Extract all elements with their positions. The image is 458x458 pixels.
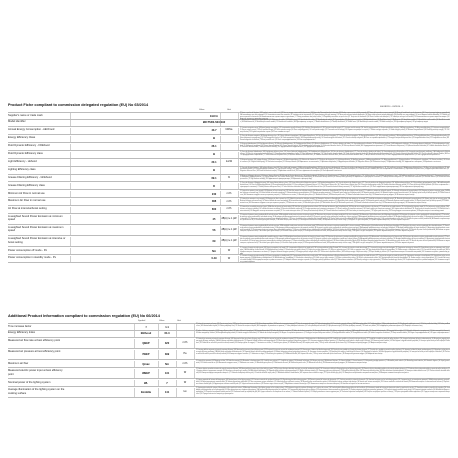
row-label: Nominal power of the lighting system <box>8 380 51 384</box>
cell-divider <box>238 248 239 254</box>
row-translations: IT Fattore di incremento nel tempo | EN Time increase factor | FR Facteur d'accroissement temporel | DE Zeitverlängerungsfaktor | ES Factor de incremento temporal | PT Fator de aumento do tempo | NL Tijdsverlengingsfactor | EL Συντελεστής χρονικής αύξησης | DA Tidsforøgelsesfaktor | SV Tidsökningsfaktor | FI Ajan pidentymiskerroin | PL Współczynnik wydłużenia czasu | CS Faktor prodloužení doby | SK Faktor predĺženia času | HU Időnövekedési tényező | SL Faktor podaljšanja časa | RO Factorul de creștere a timpului | BG Коефициент на увеличение на времето | LT Laiko padidėjimo koeficientas | LV Laika palielinājuma koeficients | ET Aja pikenemise tegur | HR Faktor produljenja vremena | TR Zaman artış faktörü | RU Коэффициент увеличения времени | UK Коефіцієнт збільшення часу <box>196 324 450 328</box>
cell-divider <box>70 215 71 225</box>
row-value: 43.7 <box>211 129 217 133</box>
cell-divider <box>70 199 71 205</box>
row-value: B01TSD0-S03-S92 <box>202 121 226 125</box>
row-label: Annual Energy Consumption - AEChood <box>8 128 55 132</box>
cell-divider <box>238 226 239 236</box>
row-translations: IT Potenza elettrica assorbita misurata nel punto di massima efficienza | EN Measured electric power input at best efficiency point | FR Puissance électrique absorbée mesurée au point de rendement maximal | DE Gemessene elektrische Eingangsleistung im Bestleistungspunkt | ES Potencia eléctrica absorbida medida en el punto de máxima eficiencia | PT Potência elétrica absorvida medida no ponto de melhor eficiência | NL Gemeten elektrisch opgenomen vermogen | EL Μετρούμενη ηλεκτρική ισχύς εισόδου | DA Målt elektrisk effektoptag | SV Uppmätt eleffekt vid bästa verkningsgradspunkt | FI Mitattu sähköinen ottoteho | PL Zmierzony pobór mocy elektrycznej | CS Naměřený elektrický příkon | SK Nameraný elektrický príkon | HU Mért elektromos teljesítményfelvétel | SL Izmerjena vhodna električna moč | RO Puterea electrică absorbită măsurată | BG Измерена входяща електрическа мощност | LT Išmatuota naudojamoji elektros galia | LV Izmērītā elektriskā ieejas jauda | ET Mõõdetud elektriline sisendvõimsus | HR Izmjerena ulazna električna snaga | TR Ölçülen elektrik giriş gücü | RU Измеренная потребляемая электрическая мощность | UK Виміряна споживана електрична потужність <box>196 369 450 374</box>
row-translations: IT Emissioni di potenza sonora ponderata A alla velocità minima | EN A-weighted sound power emissions at minimum speed | FR Émissions de puissance acoustique pondérée A à la vitesse minimale | DE A-bewertete Luftschallemissionen bei Mindestgeschwindigkeit | ES Emisiones de potencia acústica ponderada A a velocidad mínima | PT Emissões de potência sonora ponderada A à velocidade mínima | NL A-gewogen geluidsvermogensemissies bij minimale snelheid | EL Εκπομπές ηχητικής ισχύος σταθμισμένες κατά Α στην ελάχιστη ταχύτητα | DA A-vægtede lydeffektemissioner ved minimal hastighed | SV A-vägda ljudeffektutsläpp vid minsta hastighet | FI A-painotetut äänitehopäästöt pienimmällä nopeudella | PL Emisja mocy akustycznej ważonej A przy minimalnej prędkości | CS Emise akustického výkonu váženého A při minimální rychlosti | SK Emisie hladiny akustického výkonu A | HU A-súlyozott hangteljesítmény-kibocsátás | SL A-vrednotena emisija zvočne moči | RO Emisiile de putere acustică ponderată A | BG Емисии на звукова мощност, претеглени по А | LT A svertinės garso galios emisijos | LV A svērtās skaņas jaudas emisijas | ET A-korrigeeritud helivõimsuse heide | HR A-ponderirane emisije zvučne snage | TR A ağırlıklı ses gücü emisyonları | RU Уровень звуковой мощности | UK Рівень звукової потужності <box>240 215 450 222</box>
symbol-column-header: Symbol <box>138 320 146 322</box>
row-label: A-weighted Sound Power Emission at minimum speed <box>8 215 63 222</box>
cell-divider <box>194 331 195 337</box>
cell-divider <box>238 144 239 150</box>
fiche-row <box>8 215 450 226</box>
row-unit: m³/h <box>182 341 188 345</box>
cell-divider <box>238 215 239 225</box>
row-translations: IT Portata d'aria minima in uso normale | EN Minimum air flow in normal use | FR Débit d'air minimal en utilisation normale | DE Minimaler Luftstrom im Normalbetrieb | ES Flujo de aire mínimo en uso normal | PT Caudal de ar mínimo em utilização normal | NL Minimale luchtstroom bij normaal gebruik | EL Ελάχιστη ροή αέρα σε κανονική χρήση | DA Minimal luftstrøm ved normal brug | SV Minsta luftflöde vid normal användning | FI Vähimmäisilmavirta normaalikäytössä | PL Minimalny przepływ powietrza | CS Minimální průtok vzduchu při běžném použití | SK Minimálny prietok vzduchu | HU Minimális légáram normál használat esetén | SL Najmanjši pretok zraka pri običajni uporabi | RO Debitul minim de aer | BG Минимален въздушен поток при нормална употреба | LT Mažiausias oro srautas | LV Minimālā gaisa plūsma | ET Minimaalne õhuvool | HR Minimalni protok zraka | TR Normal kullanımda minimum hava akışı | RU Минимальный расход воздуха | UK Мінімальна витрата повітря <box>240 191 450 196</box>
fiche-title: Product Fiche compliant to commission delegated regulation (EU) No 65/2014 <box>8 103 149 107</box>
row-label: Energy Efficiency Index <box>8 331 36 335</box>
row-value: 131 <box>164 372 170 376</box>
row-symbol: EEIhood <box>140 332 152 336</box>
row-translations: IT Classe di efficienza fluidodinamica | EN Fluid dynamic efficiency class | FR Classe d'efficacité fluidodynamique | DE Fluiddynamische Effizienzklasse | ES Clase de eficiencia fluidodinámica | PT Classe de eficiência dinâmica de fluidos | NL Vloeistofdynamische efficiëntieklasse | EL Κατηγορία ρευστοδυναμικής απόδοσης | DA Fluiddynamisk effektivitetsklasse | SV Klass för strömningsdynamisk effektivitet | FI Virtausdynaamisen hyötysuhteen luokka | PL Klasa efektywności przepływu | CS Třída účinnosti dynamiky tekutin | SK Trieda účinnosti dynamiky tekutín | HU Áramlásdinamikai hatékonysági osztály | SL Razred učinkovitosti dinamike tekočin | RO Clasa de eficiență a dinamicii fluidelor | BG Клас на флуидодинамична ефективност | LT Srauto dinaminio efektyvumo klasė | LV Šķidruma dinamikas efektivitātes klase | ET Vedeliku dünaamilise tõhususe klass | HR Razred učinkovitosti dinamike fluida | TR Akışkan dinamik verimlilik sınıfı | RU Класс гидродинамической эффективности | UK Клас гідродинамічної ефективності <box>240 151 451 157</box>
cell-divider <box>194 339 195 349</box>
row-unit: W <box>227 248 231 252</box>
value-column-header: Value <box>199 109 205 111</box>
row-translations: IT Efficienza luminosa | EN Lighting efficiency | FR Efficacité lumineuse | DE Beleuchtungseffizienz | ES Eficiencia de iluminación | PT Eficiência de iluminação | NL Verlichtingsefficiëntie | EL Απόδοση φωτισμού | DA Belysningseffektivitet | SV Belysningseffektivitet | FI Valaistustehokkuus | PL Efektywność oświetlenia | CS Účinnost osvětlení | SK Účinnosť osvetlenia | HU Világítási hatékonyság | SL Učinkovitost razsvetljave | RO Eficiența iluminării | BG Ефективност на осветлението | LT Apšvietimo efektyvumas | LV Apgaismojuma efektivitāte | ET Valgustuse tõhusus | HR Učinkovitost rasvjete | TR Aydınlatma verimliliği | RU Эффективность освещения | UK Ефективність освітлення <box>240 159 450 163</box>
row-value: 388 <box>211 200 217 204</box>
fiche-row <box>8 256 450 263</box>
cell-divider <box>70 207 71 213</box>
row-translations: IT Consumo di energia in modo stand-by | EN Power consumption in standby mode | FR Consommation d'électricité en mode veille | DE Leistungsaufnahme im Bereitschaftszustand | ES Consumo de energía en modo de espera | PT Consumo de energia em modo de espera | NL Opgenomen vermogen in stand-bystand | EL Κατανάλωση ισχύος σε κατάσταση αναμονής | DA Effektforbrug i standbytilstand | SV Effektförbrukning i standbyläge | FI Tehonkulutus valmiustilassa | PL Pobór mocy w trybie czuwania | CS Příkon v pohotovostním režimu | SK Príkon v pohotovostnom režime | HU Teljesítményfelvétel készenléti üzemmódban | SL Poraba energije v stanju pripravljenosti | RO Consumul de energie în modul standby | BG Консумирана мощност в режим на готовност | LT Budėjimo veiksenos energijos sąnaudos | LV Enerģijas patēriņš gaidstāves režīmā | ET Võimsustarve ooterežiimis | HR Potrošnja energije u stanju pripravnosti | TR Bekleme modunda güç tüketimi | RU Потребляемая мощность в режиме ожидания | UK Споживана потужність у режимі очікування <box>240 256 450 263</box>
row-label: Minimum Air Flow in normal use <box>8 191 45 195</box>
fiche-row <box>8 152 450 159</box>
row-unit: % <box>227 175 231 179</box>
cell-divider <box>70 167 71 173</box>
row-label: Grease Filtering Efficiency class <box>8 183 45 187</box>
row-unit: lux <box>183 390 187 394</box>
row-label: Power consumption in standby mode - Ps <box>8 256 56 260</box>
row-label: Average illumination of the lighting system on the cooking surface <box>8 388 65 395</box>
row-label: Fluid Dynamic Efficiency - FDEhood <box>8 144 50 148</box>
fiche-row <box>8 120 450 127</box>
row-value: ELICA <box>210 114 218 118</box>
row-translations: IT Nome o marchio del fornitore | EN Supplier's name or trade mark | FR Nom ou marque commerciale du fournisseur | DE Name oder Warenzeichen des Lieferanten | ES Nombre o marca comercial del proveedor | PT Nome do fornecedor ou marca comercial | NL Naam of handelsmerk van de leverancier | EL Όνομα ή εμπορικό σήμα του προμηθευτή | DA Leverandørens navn eller varemærke | SV Leverantörens namn eller varumärke | FI Toimittajan nimi tai tavaramerkki | PL Nazwa dostawcy lub znak towarowy | CS Název nebo ochranná známka dodavatele | SK Názov alebo ochranná známka dodávateľa | HU A szállító neve vagy védjegye | SL Ime ali blagovna znamka dobavitelja | RO Numele sau marca comercială a furnizorului | BG Наименование или търговска марка на доставчика | LT Tiekėjo pavadinimas arba prekių ženklas | LV Piegādātāja nosaukums vai preču zīme | ET Tarnija nimi või kaubamärk | HR Naziv ili zaštitni znak dobavljača | TR Tedarikçinin adı veya ticari markası | RU Наименование или торговая марка поставщика | UK Назва або торговельна марка постачальника <box>240 113 450 120</box>
row-translations: IT Portata d'aria massima in uso normale | EN Maximum air flow in normal use | FR Débit d'air maximal en utilisation normale | DE Maximaler Luftstrom im Normalbetrieb | ES Flujo de aire máximo en uso normal | PT Caudal de ar máximo em utilização normal | NL Maximale luchtstroom bij normaal gebruik | EL Μέγιστη ροή αέρα σε κανονική χρήση | DA Maksimal luftstrøm ved normal brug | SV Största luftflöde vid normal användning | FI Enimmäisilmavirta normaalikäytössä | PL Maksymalny przepływ powietrza | CS Maximální průtok vzduchu při běžném použití | SK Maximálny prietok vzduchu | HU Maximális légáram normál használat esetén | SL Največji pretok zraka pri običajni uporabi | RO Debitul maxim de aer | BG Максимален въздушен поток при нормална употреба | LT Didžiausias oro srautas | LV Maksimālā gaisa plūsma | ET Maksimaalne õhuvool | HR Maksimalni protok zraka | TR Normal kullanımda maksimum hava akışı | RU Максимальный расход воздуха | UK Максимальна витрата повітря <box>240 199 450 204</box>
row-label: Model identifier <box>8 120 26 124</box>
cell-divider <box>70 191 71 197</box>
cell-divider <box>70 113 71 119</box>
fiche-row <box>8 237 450 248</box>
row-value: 69 <box>212 240 216 244</box>
row-translations: IT Portata d'aria massima | EN Maximum air flow | FR Débit d'air maximal | DE Maximaler Luftvolumenstrom | ES Caudal de aire máximo | PT Caudal de ar máximo | NL Maximale luchtstroom | EL Μέγιστη ροή αέρα | DA Maksimal luftstrøm | SV Största luftflöde | FI Suurin ilmavirta | PL Maksymalny przepływ powietrza | CS Maximální průtok vzduchu | SK Maximálny prietok vzduchu | HU Maximális légáram | SL Največji pretok zraka | RO Debitul maxim de aer | BG Максимален въздушен поток | LT Didžiausias oro srautas | LV Maksimālā gaisa plūsma | ET Maksimaalne õhuvool | HR Maksimalni protok zraka | TR Maksimum hava akışı | RU Максимальный расход воздуха | UK Максимальна витрата повітря <box>196 361 450 365</box>
fiche-row <box>8 207 450 214</box>
row-value: 56 <box>212 228 216 232</box>
row-translations: IT Efficienza fluidodinamica | EN Fluid dynamic efficiency | FR Efficacité fluidodynamique | DE Fluiddynamische Effizienz | ES Eficiencia fluidodinámica | PT Eficiência dinâmica de fluidos | NL Vloeistofdynamische efficiëntie | EL Ρευστοδυναμική απόδοση | DA Fluiddynamisk effektivitet | SV Strömningsdynamisk effektivitet | FI Virtausdynaaminen hyötysuhde | PL Efektywność przepływu | CS Účinnost dynamiky tekutin | SK Účinnosť dynamiky tekutín | HU Áramlásdinamikai hatékonyság | SL Učinkovitost dinamike tekočin | RO Eficiența dinamicii fluidelor | BG Флуидодинамична ефективност | LT Srauto dinaminis efektyvumas | LV Šķidruma dinamikas efektivitāte | ET Vedeliku dünaamiline tõhusus | HR Učinkovitost dinamike fluida | TR Akışkan dinamik verimliliği | RU Гидродинамическая эффективность | UK Гідродинамічна ефективність <box>240 143 450 149</box>
row-value: 0.49 <box>211 257 217 261</box>
row-unit: dB(A) re 1 pW <box>221 216 237 220</box>
row-value: 26.1 <box>211 145 217 149</box>
row-translations: IT Consumo di energia in modo spento | EN Power consumption in off mode | FR Consommation d'électricité en mode arrêt | DE Leistungsaufnahme im Aus-Zustand | ES Consumo de energía en modo desactivado | PT Consumo de energia em modo desligado | NL Opgenomen vermogen in uitstand | EL Κατανάλωση ισχύος σε κατάσταση εκτός λειτουργίας | DA Effektforbrug i slukket tilstand | SV Effektförbrukning i frånläge | FI Tehonkulutus pois päältä -tilassa | PL Pobór mocy w trybie wyłączenia | CS Příkon ve vypnutém stavu | SK Príkon vo vypnutom stave | HU Teljesítményfelvétel kikapcsolt üzemmódban | SL Poraba energije v izklopljenem stanju | RO Consumul de energie în modul oprit | BG Консумирана мощност в изключено състояние | LT Išjungtos veiksenos energijos sąnaudos | LV Enerģijas patēriņš izslēgtā režīmā | ET Võimsustarve väljalülitatud olekus | HR Potrošnja energije u isključenom stanju | TR Kapalı modda güç tüketimi | RU Потребляемая мощность в выключенном режиме | UK Споживана потужність у вимкненому режимі <box>240 248 450 255</box>
row-value: 399 <box>164 353 170 357</box>
row-label: Power consumption off mode - Po <box>8 248 48 252</box>
cell-divider <box>238 128 239 134</box>
fiche-row <box>8 191 450 198</box>
fiche-row <box>8 128 450 135</box>
row-value: 7 <box>166 381 168 385</box>
row-symbol: QBEP <box>142 341 150 345</box>
cell-divider <box>238 199 239 205</box>
row-value: 600 <box>211 208 217 212</box>
additional-unit-column-header: Unit <box>177 320 181 322</box>
row-unit: W <box>183 371 187 375</box>
row-unit: m³/h <box>226 207 232 211</box>
cell-divider <box>194 350 195 360</box>
row-unit: dB(A) re 1 pW <box>221 239 237 243</box>
cell-divider <box>238 256 239 262</box>
document-reference: 000183/10 - 03/2014 - 1 <box>380 106 404 108</box>
cell-divider <box>176 331 177 337</box>
row-label: Supplier's name or trade mark <box>8 113 43 117</box>
cell-divider <box>194 324 195 330</box>
row-label: Lighting Efficiency class <box>8 167 36 171</box>
cell-divider <box>238 159 239 165</box>
row-unit: m³/h <box>182 361 188 365</box>
cell-divider <box>70 144 71 150</box>
cell-divider <box>238 120 239 126</box>
row-label: Time increase factor <box>8 324 32 328</box>
row-translations: IT Portata d'aria misurata nel punto di massima efficienza | EN Measured air flow rate at best efficiency point | FR Débit d'air mesuré au point de rendement maximal | DE Gemessener Luftvolumenstrom im Bestleistungspunkt | ES Caudal de aire medido en el punto de máxima eficiencia | PT Caudal de ar medido no ponto de melhor eficiência | NL Gemeten luchtstroom bij beste rendementspunt | EL Μετρούμενη παροχή αέρα στο σημείο βέλτιστης απόδοσης | DA Målt luftstrøm ved bedste effektivitetspunkt | SV Uppmätt luftflöde vid bästa verkningsgradspunkt | FI Mitattu ilmavirta parhaan hyötysuhteen pisteessä | PL Zmierzone natężenie przepływu powietrza | CS Naměřený průtok vzduchu v bodě nejvyšší účinnosti | SK Nameraný prietok vzduchu | HU Mért légáram a legjobb hatásfok pontjában | SL Izmerjeni pretok zraka pri točki najboljše učinkovitosti | RO Debitul de aer măsurat la punctul de eficiență maximă | BG Измерен дебит на въздуха | LT Išmatuotas oro srautas | LV Izmērītā gaisa plūsma | ET Mõõdetud õhuvool | HR Izmjereni protok zraka | TR En iyi verim noktasında ölçülen hava akışı | RU Измеренный расход воздуха | UK Виміряна витрата повітря <box>196 339 450 344</box>
cell-divider <box>238 191 239 197</box>
cell-divider <box>70 175 71 181</box>
row-unit: Pa <box>183 352 187 356</box>
row-label: Measured air flow rate at best efficiency point <box>8 339 60 343</box>
row-label: Light Efficiency - LEhood <box>8 159 37 163</box>
row-symbol: Qmax <box>142 362 150 366</box>
row-symbol: WBEP <box>142 372 150 376</box>
row-value: B <box>213 153 215 157</box>
row-unit: kWh/a <box>225 128 233 132</box>
row-value: 69.1 <box>211 176 217 180</box>
cell-divider <box>70 136 71 142</box>
additional-row <box>8 350 450 361</box>
fiche-row <box>8 248 450 255</box>
cell-divider <box>238 113 239 119</box>
cell-divider <box>194 361 195 367</box>
row-label: A-weighted Sound Power Emission at maximum speed <box>8 226 64 233</box>
fiche-row <box>8 183 450 190</box>
row-translations: IT Classe di efficienza energetica | EN Energy efficiency class | FR Classe d'efficacité énergétique | DE Energieeffizienzklasse | ES Clase de eficiencia energética | PT Classe de eficiência energética | NL Energie-efficiëntieklasse | EL Τάξη ενεργειακής απόδοσης | DA Energieffektivitetsklasse | SV Energieffektivitetsklass | FI Energiatehokkuusluokka | PL Klasa efektywności energetycznej | CS Třída energetické účinnosti | SK Trieda energetickej účinnosti | HU Energiahatékonysági osztály | SL Razred energijske učinkovitosti | RO Clasa de eficiență energetică | BG Клас на енергийна ефективност | LT Energijos vartojimo efektyvumo klasė | LV Energoefektivitātes klase | ET Energiatõhususe klass | HR Razred energetske učinkovitosti | TR Enerji verimlilik sınıfı | RU Класс энергоэффективности | UK Клас енергоефективності <box>240 136 450 141</box>
fiche-row <box>8 144 450 151</box>
cell-divider <box>70 226 71 236</box>
row-value: B <box>213 137 215 141</box>
cell-divider <box>176 324 177 330</box>
row-value: 64.3 <box>164 332 170 336</box>
row-unit: W <box>227 256 231 260</box>
row-label: Maximum air flow <box>8 361 29 365</box>
row-unit: m³/h <box>226 191 232 195</box>
row-label: A-weighted Sound Power Emission at intensive or boost setting <box>8 237 66 244</box>
additional-info-title: Additional Product Information compliant to commission regulation (EU) No 66/2014 <box>8 314 160 318</box>
additional-row <box>8 339 450 350</box>
fiche-row <box>8 136 450 143</box>
row-translations: IT Identificativo del modello | EN Model identifier | FR Référence du modèle | DE Modellkennung | ES Identificador del modelo | PT Identificador de modelo | NL Typeaanduiding | EL Αναγνωριστικό μοντέλου | DA Modelidentifikation | SV Modellbeteckning | FI Mallitunniste | PL Identyfikator modelu | CS Identifikační značka modelu | SK Identifikátor modelu | HU Modellazonosító | SL Identifikacijska oznaka modela | RO Identificatorul modelului | BG Идентификатор на модела | LT Modelio identifikatorius | LV Modeļa identifikators | ET Mudeli tunnus | HR Identifikacijska oznaka modela | TR Model tanımlayıcısı | RU Идентификатор модели | UK Ідентифікатор моделі <box>240 120 450 124</box>
cell-divider <box>70 159 71 165</box>
fiche-row <box>8 159 450 166</box>
cell-divider <box>238 207 239 213</box>
additional-value-column-header: Value <box>159 320 165 322</box>
cell-divider <box>70 120 71 126</box>
row-value: 320 <box>164 341 170 345</box>
row-translations: IT Indice di efficienza energetica | EN Energy efficiency index | FR Indice d'efficacité énergétique | DE Energieeffizienzindex | ES Índice de eficiencia energética | PT Índice de eficiência energética | NL Energie-efficiëntie-index | EL Δείκτης ενεργειακής απόδοσης | DA Energieffektivitetsindeks | SV Energieffektivitetsindex | FI Energiatehokkuusindeksi | PL Wskaźnik efektywności energetycznej | CS Index energetické účinnosti | SK Index energetickej účinnosti | HU Energiahatékonysági mutató | SL Indeks energijske učinkovitosti | RO Indicele de eficiență energetică | BG Индекс на енергийна ефективност | LT Energijos vartojimo efektyvumo indeksas | LV Energoefektivitātes indekss | ET Energiatõhususe indeks | HR Indeks energetske učinkovitosti | TR Enerji verimlilik endeksi | RU Индекс энергоэффективности | UK Індекс енергоефективності <box>196 331 450 335</box>
cell-divider <box>238 167 239 173</box>
row-translations: IT Emissioni di potenza sonora ponderata A alla velocità massima | EN A-weighted sound power emissions at maximum speed | FR Émissions de puissance acoustique pondérée A à la vitesse maximale | DE A-bewertete Luftschallemissionen bei Höchstgeschwindigkeit | ES Emisiones de potencia acústica ponderada A a velocidad máxima | PT Emissões de potência sonora ponderada A à velocidade máxima | NL A-gewogen geluidsvermogensemissies bij maximale snelheid | EL Εκπομπές ηχητικής ισχύος σταθμισμένες κατά Α στη μέγιστη ταχύτητα | DA A-vægtede lydeffektemissioner ved maksimal hastighed | SV A-vägda ljudeffektutsläpp vid högsta hastighet | FI A-painotetut äänitehopäästöt suurimmalla nopeudella | PL Emisja mocy akustycznej ważonej A przy maksymalnej prędkości | CS Emise akustického výkonu váženého A při maximální rychlosti | SK Emisie hladiny akustického výkonu A | HU A-súlyozott hangteljesítmény-kibocsátás | SL A-vrednotena emisija zvočne moči | RO Emisiile de putere acustică ponderată A | BG Емисии на звукова мощност, претеглени по А | LT A svertinės garso galios emisijos | LV A svērtās skaņas jaudas emisijas | ET A-korrigeeritud helivõimsuse heide | HR A-ponderirane emisije zvučne snage | TR A ağırlıklı ses gücü emisyonları | RU Уровень звуковой мощности | UK Рівень звукової потужності <box>240 226 450 233</box>
additional-row <box>8 369 450 380</box>
row-translations: IT Potenza nominale del sistema di illuminazione | EN Nominal power of the lighting system | FR Puissance nominale du système d'éclairage | DE Nennleistung des Beleuchtungssystems | ES Potencia nominal del sistema de iluminación | PT Potência nominal do sistema de iluminação | NL Nominaal vermogen van het verlichtingssysteem | EL Ονομαστική ισχύς του συστήματος φωτισμού | DA Belysningssystemets nominelle effekt | SV Belysningssystemets nominella effekt | FI Valaistusjärjestelmän nimellisteho | PL Moc znamionowa systemu oświetlenia | CS Jmenovitý příkon osvětlovací soustavy | SK Menovitý príkon osvetľovacieho systému | HU A világítási rendszer névleges teljesítménye | SL Nazivna moč sistema razsvetljave | RO Puterea nominală a sistemului de iluminat | BG Номинална мощност на осветителната система | LT Apšvietimo sistemos vardinė galia | LV Apgaismojuma sistēmas nominālā jauda | ET Valgustussüsteemi nimivõimsus | HR Nazivna snaga sustava rasvjete | TR Aydınlatma sisteminin nominal gücü | RU Номинальная мощность системы освещения | UK Номінальна потужність системи освітлення <box>196 380 450 385</box>
fiche-row <box>8 167 450 174</box>
row-symbol: WL <box>143 381 149 385</box>
row-translations: IT Classe di efficienza di filtraggio dei grassi | EN Grease filtering efficiency class | FR Classe d'efficacité de filtration des graisses | DE Fettabscheidegradklasse | ES Clase de eficiencia de filtrado de grasa | PT Classe de eficiência de filtragem de gorduras | NL Vetfilterrendementsklasse | EL Τάξη απόδοσης φιλτραρίσματος λιπών | DA Fedtfiltreringseffektivitetsklasse | SV Klass för fettfiltreringseffektivitet | FI Rasvanpoistotehokkuusluokka | PL Klasa efektywności filtrowania tłuszczu | CS Třída účinnosti filtrace tuků | SK Trieda účinnosti filtrácie tukov | HU Zsírszűrési hatékonysági osztály | SL Razred učinkovitosti filtriranja maščob | RO Clasa de eficiență a filtrării grăsimilor | BG Клас на ефективност на филтриране на мазнини | LT Riebalų filtravimo efektyvumo klasė | LV Tauku filtrēšanas efektivitātes klase | ET Rasvafiltri tõhususe klass | HR Razred učinkovitosti filtriranja masnoće | TR Yağ filtreleme verimlilik sınıfı | RU Класс эффективности фильтрации жира | UK Клас ефективності фільтрації жиру <box>240 183 450 188</box>
fiche-row <box>8 226 450 237</box>
fiche-row <box>8 175 450 182</box>
row-label: Fluid Dynamic Efficiency class <box>8 152 43 156</box>
row-translations: IT Portata d'aria in modalità intensiva o boost | EN Air flow at intensive or boost setting | FR Débit d'air en position intensive ou boost | DE Luftstrom bei Intensiv- oder Schnelllaufstufe | ES Flujo de aire en modo intensivo o de refuerzo | PT Caudal de ar em modo intensivo | NL Luchtstroom bij intensieve stand | EL Ροή αέρα στην εντατική ρύθμιση | DA Luftstrøm ved intensiv indstilling | SV Luftflöde vid intensiv inställning | FI Ilmavirta tehostetulla asetuksella | PL Przepływ powietrza przy ustawieniu intensywnym | CS Průtok vzduchu při intenzivním nastavení | SK Prietok vzduchu pri intenzívnom nastavení | HU Légáram intenzív beállításnál | SL Pretok zraka pri intenzivni nastavitvi | RO Debitul de aer la setare intensivă | BG Въздушен поток при интензивна настройка | LT Oro srautas intensyviu režimu | LV Gaisa plūsma intensīvajā režīmā | ET Õhuvool intensiivsel seadistusel | HR Protok zraka pri intenzivnoj postavci | TR Yoğun ayarda hava akışı | RU Расход воздуха в интенсивном режиме | UK Витрата повітря в інтенсивному режимі <box>240 207 450 212</box>
cell-divider <box>238 136 239 142</box>
row-value: 240 <box>211 192 217 196</box>
row-value: B <box>213 168 215 172</box>
row-symbol: PBEP <box>142 353 150 357</box>
cell-divider <box>70 183 71 189</box>
cell-divider <box>238 183 239 189</box>
additional-row <box>8 380 450 387</box>
row-symbol: Emiddle <box>140 391 152 395</box>
row-label: Maximum Air Flow in normal use <box>8 199 46 203</box>
cell-divider <box>70 256 71 262</box>
cell-divider <box>70 248 71 254</box>
row-value: NA <box>212 249 216 253</box>
row-value: D <box>213 184 215 188</box>
row-value: 141 <box>164 391 170 395</box>
cell-divider <box>238 175 239 181</box>
row-symbol: f <box>145 325 147 329</box>
row-unit: lux/W <box>226 160 232 164</box>
additional-row <box>8 388 450 399</box>
row-unit: m³/h <box>226 199 232 203</box>
additional-row <box>8 331 450 338</box>
cell-divider <box>70 128 71 134</box>
row-translations: IT Classe di efficienza luminosa | EN Lighting efficiency class | FR Classe d'efficacité lumineuse | DE Beleuchtungseffizienzklasse | ES Clase de eficiencia de iluminación | PT Classe de eficiência de iluminação | NL Verlichtingsefficiëntieklasse | EL Τάξη απόδοσης φωτισμού | DA Belysningseffektivitetsklasse | SV Klass för belysningseffektivitet | FI Valaistustehokkuusluokka | PL Klasa efektywności oświetlenia | CS Třída účinnosti osvětlení | SK Trieda účinnosti osvetlenia | HU Világítási hatékonysági osztály | SL Razred učinkovitosti razsvetljave | RO Clasa de eficiență a iluminării | BG Клас на ефективност на осветлението | LT Apšvietimo efektyvumo klasė | LV Apgaismojuma efektivitātes klase | ET Valgustuse tõhususe klass | HR Razred učinkovitosti rasvjete | TR Aydınlatma verimlilik sınıfı | RU Класс эффективности освещения | UK Клас ефективності освітлення <box>240 167 450 173</box>
fiche-row <box>8 199 450 206</box>
cell-divider <box>238 152 239 158</box>
row-value: NA <box>165 362 169 366</box>
row-label: Energy Efficiency Class <box>8 136 36 140</box>
cell-divider <box>194 380 195 386</box>
row-value: 20.1 <box>211 160 217 164</box>
row-value: 45 <box>212 217 216 221</box>
cell-divider <box>194 388 195 398</box>
row-label: Grease Filtering Efficiency - GFEhood <box>8 175 52 179</box>
row-unit: W <box>183 380 187 384</box>
row-translations: IT Emissioni di potenza sonora ponderata A in modalità intensiva o boost | EN A-weighted sound power emissions at intensive or boost setting | FR Émissions de puissance acoustique pondérée A en position intensive | DE A-bewertete Luftschallemissionen bei Intensivstufe | ES Emisiones de potencia acústica ponderada A en modo intensivo | PT Emissões de potência sonora ponderada A em modo intensivo | NL A-gewogen geluidsvermogensemissies bij intensieve stand | EL Εκπομπές ηχητικής ισχύος σταθμισμένες κατά Α στην εντατική ρύθμιση | DA A-vægtede lydeffektemissioner ved intensiv indstilling | SV A-vägda ljudeffektutsläpp vid intensiv inställning | FI A-painotetut äänitehopäästöt tehostetulla asetuksella | PL Emisja mocy akustycznej ważonej A przy ustawieniu intensywnym | CS Emise akustického výkonu váženého A při intenzivním nastavení | SK Emisie hladiny akustického výkonu A | HU A-súlyozott hangteljesítmény-kibocsátás | SL A-vrednotena emisija zvočne moči | RO Emisiile de putere acustică ponderată A | BG Емисии на звукова мощност, претеглени по А | LT A svertinės garso galios emisijos | LV A svērtās skaņas jaudas emisijas | ET A-korrigeeritud helivõimsuse heide | HR A-ponderirane emisije zvučne snage | TR A ağırlıklı ses gücü emisyonları | RU Уровень звуковой мощности | UK Рівень звукової потужності <box>240 237 450 244</box>
additional-row <box>8 361 450 368</box>
row-unit: dB(A) re 1 pW <box>221 228 237 232</box>
unit-column-header: Unit <box>227 109 231 111</box>
row-label: Measured electric power input at best efficiency point <box>8 369 63 376</box>
row-translations: IT Efficienza di filtraggio dei grassi | EN Grease filtering efficiency | FR Efficacité de filtration des graisses | DE Fettabscheidegrad | ES Eficiencia de filtrado de grasa | PT Eficiência de filtragem de gorduras | NL Vetfilterrendement | EL Απόδοση φιλτραρίσματος λιπών | DA Fedtfiltreringseffektivitet | SV Fettfiltreringseffektivitet | FI Rasvanpoistotehokkuus | PL Efektywność filtrowania tłuszczu | CS Účinnost filtrace tuků | SK Účinnosť filtrácie tukov | HU Zsírszűrési hatékonyság | SL Učinkovitost filtriranja maščob | RO Eficiența filtrării grăsimilor | BG Ефективност на филтриране на мазнини | LT Riebalų filtravimo efektyvumas | LV Tauku filtrēšanas efektivitāte | ET Rasvafiltri tõhusus | HR Učinkovitost filtriranja masnoće | TR Yağ filtreleme verimliliği | RU Эффективность фильтрации жира | UK Ефективність фільтрації жиру <box>240 175 450 181</box>
row-label: Measured air pressure at best efficiency point <box>8 350 61 354</box>
cell-divider <box>194 369 195 379</box>
row-value: 1.1 <box>165 325 169 329</box>
row-translations: IT Consumo energetico annuo | EN Annual energy consumption | FR Consommation annuelle d'énergie | DE Jährlicher Energieverbrauch | ES Consumo anual de energía | PT Consumo anual de energia | NL Jaarlijks energieverbruik | EL Ετήσια κατανάλωση ενέργειας | DA Årligt energiforbrug | SV Årlig energiförbrukning | FI Vuotuinen energiankulutus | PL Roczne zużycie energii | CS Roční spotřeba energie | SK Ročná spotreba energie | HU Éves energiafogyasztás | SL Letna poraba energije | RO Consumul anual de energie | BG Годишна консумация на енергия | LT Metinės energijos sąnaudos | LV Gada enerģijas patēriņš | ET Aastane energiatarbimine | HR Godišnja potrošnja energije | TR Yıllık enerji tüketimi | RU Годовое потребление энергии | UK Річне споживання енергії <box>240 128 450 133</box>
cell-divider <box>238 237 239 247</box>
cell-divider <box>70 237 71 247</box>
row-translations: IT Pressione dell'aria misurata nel punto di massima efficienza | EN Measured air pressure at best efficiency point | FR Pression d'air mesurée au point de rendement maximal | DE Gemessener Luftdruck im Bestleistungspunkt | ES Presión de aire medida en el punto de máxima eficiencia | PT Pressão de ar medida no ponto de melhor eficiência | NL Gemeten luchtdruk bij beste rendementspunt | EL Μετρούμενη πίεση αέρα στο σημείο βέλτιστης απόδοσης | DA Målt lufttryk ved bedste effektivitetspunkt | SV Uppmätt lufttryck vid bästa verkningsgradspunkt | FI Mitattu ilmanpaine parhaan hyötysuhteen pisteessä | PL Zmierzone ciśnienie powietrza | CS Naměřený tlak vzduchu v bodě nejvyšší účinnosti | SK Nameraný tlak vzduchu | HU Mért légnyomás a legjobb hatásfok pontjában | SL Izmerjeni zračni tlak pri točki najboljše učinkovitosti | RO Presiunea aerului măsurată la punctul de eficiență maximă | BG Измерено въздушно налягане | LT Išmatuotas oro slėgis | LV Izmērītais gaisa spiediens | ET Mõõdetud õhurõhk | HR Izmjereni tlak zraka | TR En iyi verim noktasında ölçülen hava basıncı | RU Измеренное давление воздуха | UK Виміряний тиск повітря <box>196 350 450 355</box>
row-label: Air Flow at intensive/boost setting <box>8 207 47 211</box>
row-translations: IT Illuminamento medio del sistema di illuminazione sulla superficie di cottura | EN Average illumination of the lighting system on the cooking surface | FR Éclairement moyen du système d'éclairage sur la surface de cuisson | DE Durchschnittliche Beleuchtungsstärke auf der Kochfläche | ES Iluminancia media del sistema de iluminación sobre la superficie de cocción | PT Iluminância média na superfície de cozedura | NL Gemiddelde verlichtingssterkte op het kookoppervlak | EL Μέση φωτεινότητα στην επιφάνεια μαγειρέματος | DA Gennemsnitlig belysningsstyrke på kogefladen | SV Genomsnittlig belysningsstyrka på kokytan | FI Keskimääräinen valaistusvoimakkuus keittotasolla | PL Średnie natężenie oświetlenia powierzchni gotowania | CS Průměrná intenzita osvětlení varné plochy | SK Priemerná intenzita osvetlenia | HU A főzőfelület átlagos megvilágítása | SL Povprečna osvetljenost kuhalne površine | RO Iluminarea medie pe suprafața de gătit | BG Средна осветеност на повърхността за готвене | LT Vidutinė kaitlentės apšvieta | LV Vidējais gatavošanas virsmas apgaismojums | ET Keskmine valgustatus keeduplaadil | HR Prosječna osvijetljenost površine za kuhanje | TR Pişirme yüzeyindeki ortalama aydınlatma | RU Средняя освещенность варочной поверхности | UK Середня освітленість поверхні для приготування <box>196 388 450 395</box>
cell-divider <box>70 152 71 158</box>
